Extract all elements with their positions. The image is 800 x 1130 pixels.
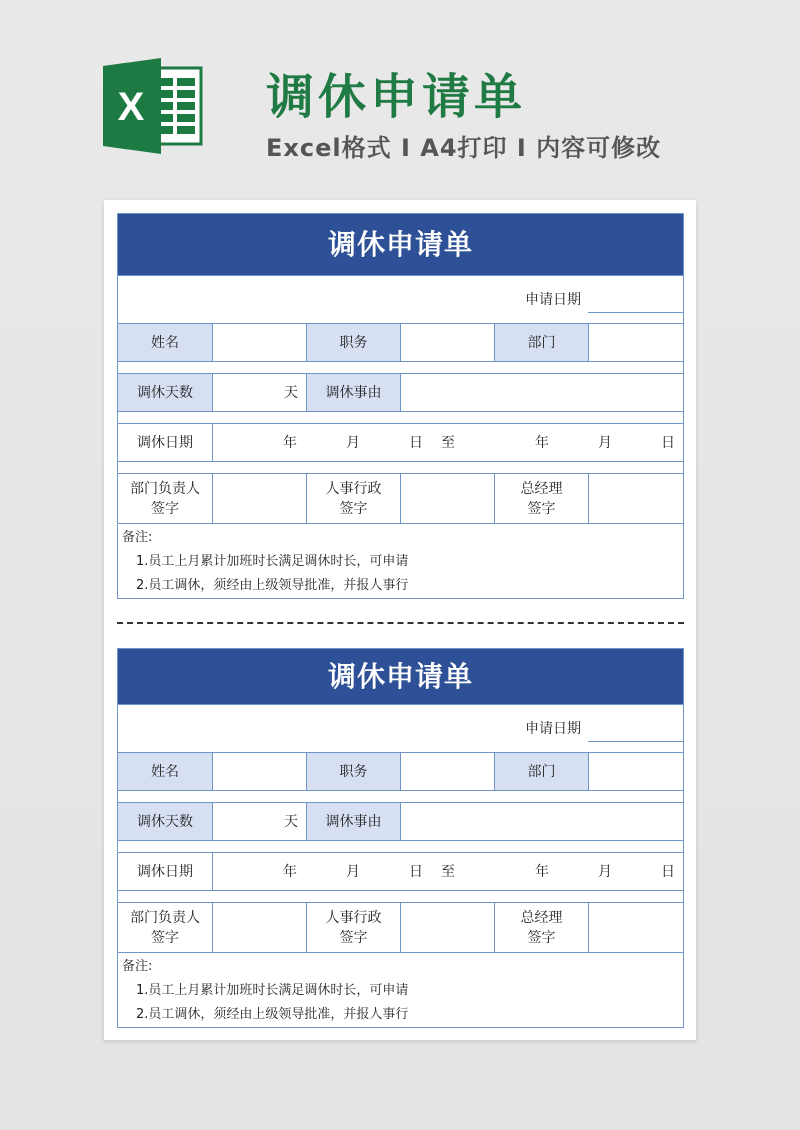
apply-date-label: 申请日期 <box>525 291 581 308</box>
gm-sign-field[interactable] <box>588 903 685 952</box>
name-field[interactable] <box>212 753 306 790</box>
note-item: 2.员工调休，须经由上级领导批准，并报人事行 <box>136 1007 409 1022</box>
spacer-row <box>118 790 683 802</box>
year-text: 年 <box>283 863 297 880</box>
position-field[interactable] <box>400 753 494 790</box>
days-row <box>118 373 683 411</box>
apply-date-input-line[interactable] <box>588 312 683 313</box>
hr-sign-label: 人事行政 签字 <box>306 903 400 952</box>
reason-field[interactable] <box>400 803 685 840</box>
position-label: 职务 <box>306 753 400 790</box>
notes-title: 备注: <box>122 959 153 974</box>
date-row <box>118 423 683 461</box>
spacer-row <box>118 461 683 473</box>
sign-row <box>118 902 683 952</box>
apply-date-row <box>118 704 683 752</box>
position-label: 职务 <box>306 324 400 361</box>
date-row <box>118 852 683 890</box>
apply-date-label: 申请日期 <box>525 720 581 737</box>
dept-label: 部门 <box>494 324 588 361</box>
to-text: 至 <box>441 434 455 451</box>
excel-logo-icon <box>103 58 203 154</box>
days-unit[interactable]: 天 <box>212 374 306 411</box>
dept-head-sign-label: 部门负责人 签字 <box>130 909 200 946</box>
day-text: 日 <box>661 434 675 451</box>
year-text: 年 <box>535 863 549 880</box>
note-item: 1.员工上月累计加班时长满足调休时长，可申请 <box>136 983 409 998</box>
form-title: 调休申请单 <box>118 214 683 275</box>
gm-sign-label: 总经理 签字 <box>494 903 588 952</box>
year-text: 年 <box>535 434 549 451</box>
leave-form-1 <box>117 213 684 599</box>
page-subtitle: Excel格式 I A4打印 I 内容可修改 <box>266 134 662 162</box>
hr-sign-field[interactable] <box>400 474 494 523</box>
page-title: 调休申请单 <box>266 69 527 125</box>
spacer-row <box>118 361 683 373</box>
dept-label: 部门 <box>494 753 588 790</box>
name-label: 姓名 <box>118 324 212 361</box>
name-row <box>118 323 683 361</box>
notes-section <box>118 952 683 1027</box>
month-text: 月 <box>346 863 360 880</box>
date-label: 调休日期 <box>137 863 193 880</box>
dept-head-sign-label: 部门负责人 签字 <box>130 480 200 517</box>
leave-form-2 <box>117 648 684 1028</box>
apply-date-input-line[interactable] <box>588 741 683 742</box>
days-row <box>118 802 683 840</box>
reason-label: 调休事由 <box>306 803 400 840</box>
name-field[interactable] <box>212 324 306 361</box>
dept-field[interactable] <box>588 324 685 361</box>
position-field[interactable] <box>400 324 494 361</box>
gm-sign-label: 总经理 签字 <box>494 474 588 523</box>
spacer-row <box>118 890 683 902</box>
date-label: 调休日期 <box>137 434 193 451</box>
note-item: 2.员工调休，须经由上级领导批准，并报人事行 <box>136 578 409 593</box>
days-label: 调休天数 <box>118 803 212 840</box>
reason-label: 调休事由 <box>306 374 400 411</box>
cut-line-divider <box>117 622 684 624</box>
day-text: 日 <box>409 434 423 451</box>
logo-letter: X <box>117 85 145 129</box>
name-label: 姓名 <box>118 753 212 790</box>
month-text: 月 <box>346 434 360 451</box>
day-text: 日 <box>661 863 675 880</box>
year-text: 年 <box>283 434 297 451</box>
sign-row <box>118 473 683 523</box>
days-unit[interactable]: 天 <box>212 803 306 840</box>
to-text: 至 <box>441 863 455 880</box>
spacer-row <box>118 411 683 423</box>
day-text: 日 <box>409 863 423 880</box>
name-row <box>118 752 683 790</box>
reason-field[interactable] <box>400 374 685 411</box>
spacer-row <box>118 840 683 852</box>
form-title: 调休申请单 <box>118 649 683 704</box>
gm-sign-field[interactable] <box>588 474 685 523</box>
hr-sign-label: 人事行政 签字 <box>306 474 400 523</box>
apply-date-row <box>118 275 683 323</box>
dept-head-sign-field[interactable] <box>212 903 306 952</box>
month-text: 月 <box>598 863 612 880</box>
days-label: 调休天数 <box>118 374 212 411</box>
note-item: 1.员工上月累计加班时长满足调休时长，可申请 <box>136 554 409 569</box>
notes-section <box>118 523 683 598</box>
dept-head-sign-field[interactable] <box>212 474 306 523</box>
month-text: 月 <box>598 434 612 451</box>
dept-field[interactable] <box>588 753 685 790</box>
notes-title: 备注: <box>122 530 153 545</box>
hr-sign-field[interactable] <box>400 903 494 952</box>
